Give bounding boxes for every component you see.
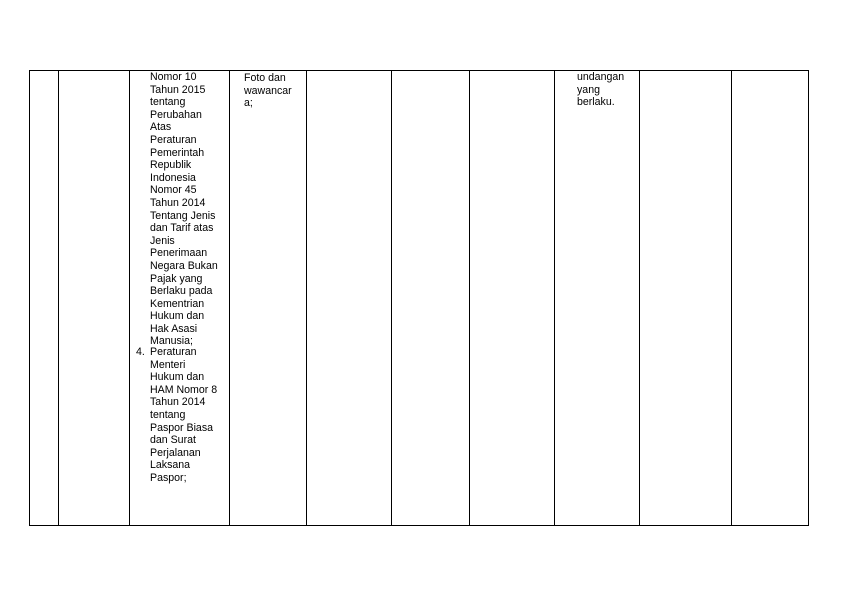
column-divider [391, 70, 392, 526]
document-table [29, 70, 809, 526]
list-item-number: 4. [136, 346, 145, 358]
column-divider [229, 70, 230, 526]
column-divider [639, 70, 640, 526]
requirement-cell-text: undangan yang berlaku. [577, 71, 625, 109]
regulation-list-item-4: Peraturan Menteri Hukum dan HAM Nomor 8 Tahun 2014 tentang Paspor Biasa dan Surat Perjalanan Laksana Paspor; [150, 346, 218, 484]
method-cell-text: Foto dan wawancar a; [244, 72, 292, 110]
column-divider [554, 70, 555, 526]
column-divider [731, 70, 732, 526]
column-divider [469, 70, 470, 526]
column-divider [129, 70, 130, 526]
regulation-list-continued-text: Nomor 10 Tahun 2015 tentang Perubahan Atas Peraturan Pemerintah Republik Indonesia Nomor 45 Tahun 2014 Tentang Jenis dan Tarif atas Jenis Penerimaan Negara Bukan Pajak yang Berlaku pada Kementrian Hukum dan Hak Asasi Manusia; [150, 71, 218, 348]
column-divider [306, 70, 307, 526]
column-divider [58, 70, 59, 526]
